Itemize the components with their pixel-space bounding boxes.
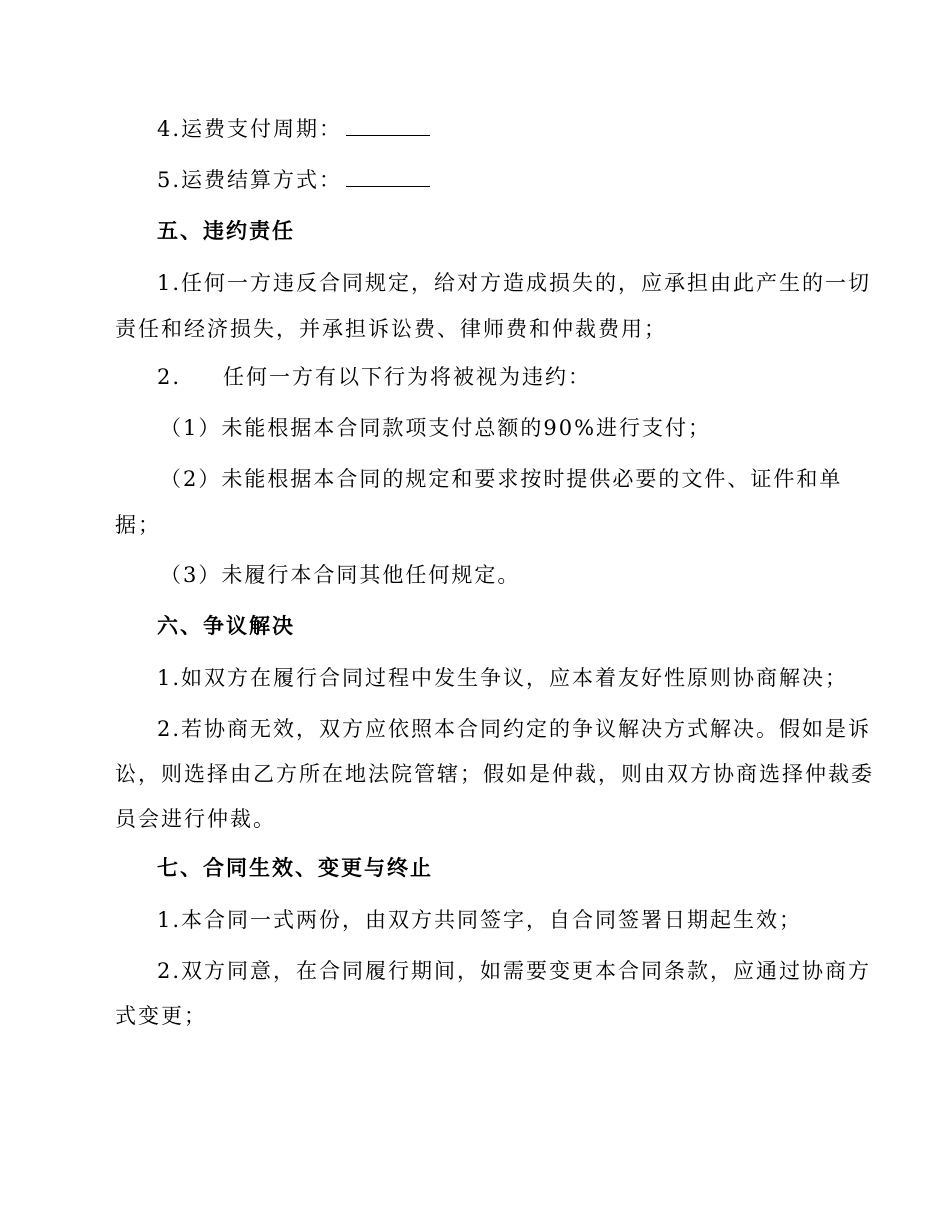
section-6-title: 六、争议解决 bbox=[157, 614, 295, 638]
section-5-para-2 bbox=[157, 364, 591, 390]
breach-clause-2-line-1: （2）未能根据本合同的规定和要求按时提供必要的文件、证件和单 bbox=[160, 467, 843, 491]
fee-settlement-method-blank bbox=[346, 166, 430, 187]
section-7-para-2-line-1: 2.双方同意，在合同履行期间，如需要变更本合同条款，应通过协商方 bbox=[157, 959, 872, 983]
section-5-para-1-line-1: 1.任何一方违反合同规定，给对方造成损失的，应承担由此产生的一切 bbox=[157, 271, 872, 295]
section-6-para-2-line-3: 员会进行仲裁。 bbox=[115, 807, 276, 831]
breach-clause-3: （3）未履行本合同其他任何规定。 bbox=[160, 563, 521, 587]
breach-clause-2-line-2: 据； bbox=[115, 513, 161, 537]
section-7-para-2-line-2: 式变更； bbox=[115, 1004, 207, 1028]
breach-clause-1: （1）未能根据本合同款项支付总额的90%进行支付； bbox=[160, 416, 712, 440]
section-5-para-2-text: 任何一方有以下行为将被视为违约： bbox=[223, 365, 591, 389]
fee-settlement-method-label: 5.运费结算方式： bbox=[157, 168, 343, 192]
section-6-para-1: 1.如双方在履行合同过程中发生争议，应本着友好性原则协商解决； bbox=[157, 666, 849, 690]
fee-settlement-method-line bbox=[157, 166, 430, 193]
section-5-para-2-number: 2. bbox=[157, 365, 182, 389]
section-5-para-1-line-2: 责任和经济损失，并承担诉讼费、律师费和仲裁费用； bbox=[115, 317, 667, 341]
section-6-para-2-line-2: 讼，则选择由乙方所在地法院管辖；假如是仲裁，则由双方协商选择仲裁委 bbox=[115, 762, 874, 786]
section-5-title: 五、违约责任 bbox=[157, 219, 295, 243]
section-7-para-1: 1.本合同一式两份，由双方共同签字，自合同签署日期起生效； bbox=[157, 908, 803, 932]
fee-payment-cycle-blank bbox=[346, 115, 430, 136]
fee-payment-cycle-line bbox=[157, 115, 430, 142]
fee-payment-cycle-label: 4.运费支付周期： bbox=[157, 117, 343, 141]
section-6-para-2-line-1: 2.若协商无效，双方应依照本合同约定的争议解决方式解决。假如是诉 bbox=[157, 717, 872, 741]
section-7-title: 七、合同生效、变更与终止 bbox=[157, 856, 433, 880]
